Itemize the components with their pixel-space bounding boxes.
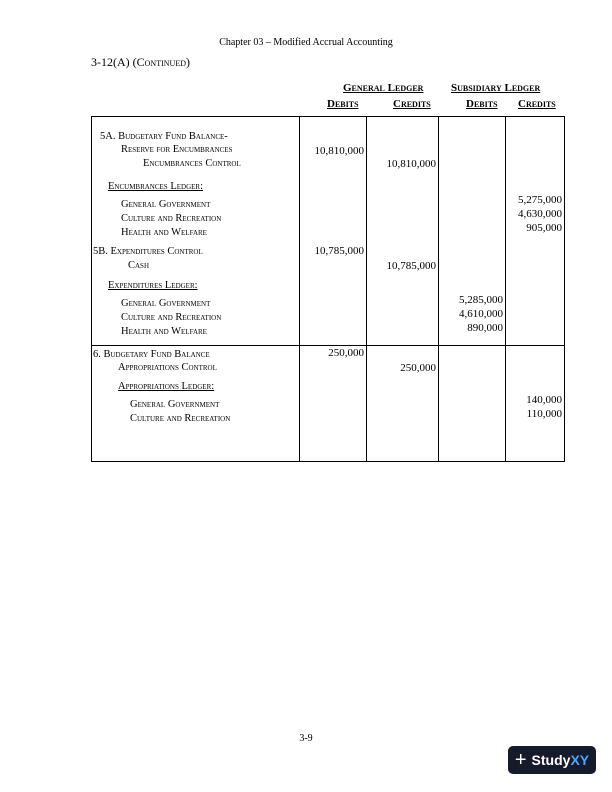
entry-6-debit: 250,000 [328,347,364,359]
sl-credit-value: 905,000 [526,222,562,234]
ledger-item: Health and Welfare [121,326,207,337]
column-divider [299,116,300,462]
entry-5b-account: 5B. Expenditures Control [93,246,203,257]
page-number: 3-9 [299,733,313,744]
ledger-item: General Government [130,399,220,410]
ledger-item: Culture and Recreation [121,213,222,224]
ledger-item: Health and Welfare [121,227,207,238]
ledger-item: General Government [121,298,211,309]
sl-credit-value: 110,000 [526,408,562,420]
sl-debit-value: 890,000 [467,322,503,334]
entry-6-account: 6. Budgetary Fund Balance [93,349,210,360]
column-divider [505,116,506,462]
column-divider [366,116,367,462]
plus-icon: + [514,749,527,771]
brand-text: StudyXY [531,752,590,768]
problem-label: 3-12(A) (Continued) [91,55,190,69]
subsidiary-ledger-header: Subsidiary Ledger [451,82,541,94]
entry-5b-credit: 10,785,000 [386,260,436,272]
sl-debits-header: Debits [466,98,498,110]
sl-credit-value: 140,000 [526,394,562,406]
entry-5b-debit: 10,785,000 [314,245,364,257]
ledger-item: Culture and Recreation [121,312,222,323]
studyxy-watermark [508,746,596,774]
entry-5a-account: 5A. Budgetary Fund Balance- [100,131,228,142]
sl-credit-value: 5,275,000 [518,194,562,206]
sl-credits-header: Credits [518,98,556,110]
entry-5a-debit: 10,810,000 [314,145,364,157]
sl-credit-value: 4,630,000 [518,208,562,220]
entry-6-credit: 250,000 [400,362,436,374]
gl-credits-header: Credits [393,98,431,110]
ledger-item: Culture and Recreation [130,413,231,424]
general-ledger-header: General Ledger [343,82,424,94]
sl-debit-value: 5,285,000 [459,294,503,306]
expenditures-ledger-title: Expenditures Ledger: [108,280,198,291]
entry-5b-account: Cash [128,260,150,271]
chapter-header: Chapter 03 – Modified Accrual Accounting [219,37,393,48]
entry-5a-account: Encumbrances Control [143,158,241,169]
column-divider [438,116,439,462]
appropriations-ledger-title: Appropriations Ledger: [118,381,215,392]
encumbrances-ledger-title: Encumbrances Ledger: [108,181,203,192]
entry-5a-credit: 10,810,000 [386,158,436,170]
entry-6-account: Appropriations Control [118,362,217,373]
ledger-item: General Government [121,199,211,210]
gl-debits-header: Debits [327,98,359,110]
entry-5a-account: Reserve for Encumbrances [121,144,233,155]
sl-debit-value: 4,610,000 [459,308,503,320]
